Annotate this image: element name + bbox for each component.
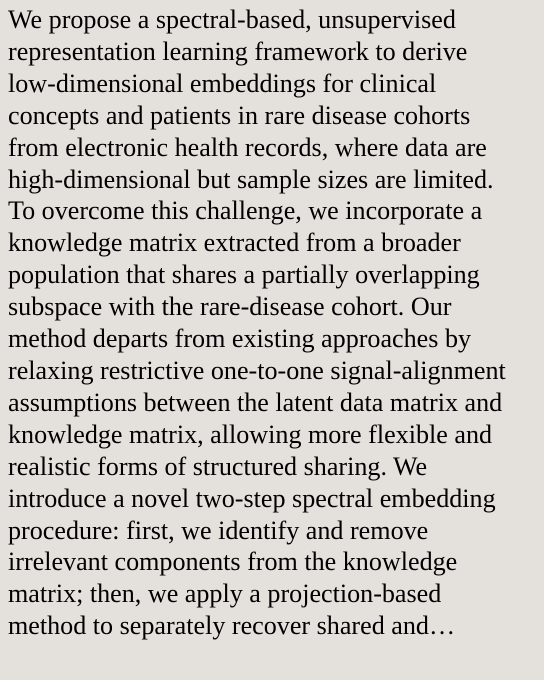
abstract-text (8, 4, 542, 642)
abstract-line: realistic forms of structured sharing. We (8, 451, 428, 481)
abstract-line: relaxing restrictive one-to-one signal-alignment (8, 355, 506, 385)
abstract-line: concepts and patients in rare disease cohorts (8, 100, 471, 130)
abstract-line: method departs from existing approaches by (8, 324, 472, 354)
abstract-line: To overcome this challenge, we incorporate a (8, 196, 483, 226)
abstract-line: matrix; then, we apply a projection-based (8, 579, 442, 609)
abstract-line: knowledge matrix extracted from a broader (8, 228, 461, 258)
abstract-line: method to separately recover shared and… (8, 611, 456, 641)
abstract-line: from electronic health records, where data are (8, 132, 487, 162)
abstract-line: high-dimensional but sample sizes are limited. (8, 164, 494, 194)
abstract-line: representation learning framework to derive (8, 36, 468, 66)
abstract-line: subspace with the rare-disease cohort. Our (8, 292, 452, 322)
abstract-line: knowledge matrix, allowing more flexible and (8, 419, 493, 449)
abstract-line: low-dimensional embeddings for clinical (8, 68, 437, 98)
abstract-line: irrelevant components from the knowledge (8, 547, 458, 577)
abstract-line: population that shares a partially overlapping (8, 260, 480, 290)
abstract-line: assumptions between the latent data matrix and (8, 387, 503, 417)
abstract-line: procedure: first, we identify and remove (8, 515, 429, 545)
abstract-line: We propose a spectral-based, unsupervised (8, 5, 456, 34)
abstract-line: introduce a novel two-step spectral embedding (8, 483, 496, 513)
